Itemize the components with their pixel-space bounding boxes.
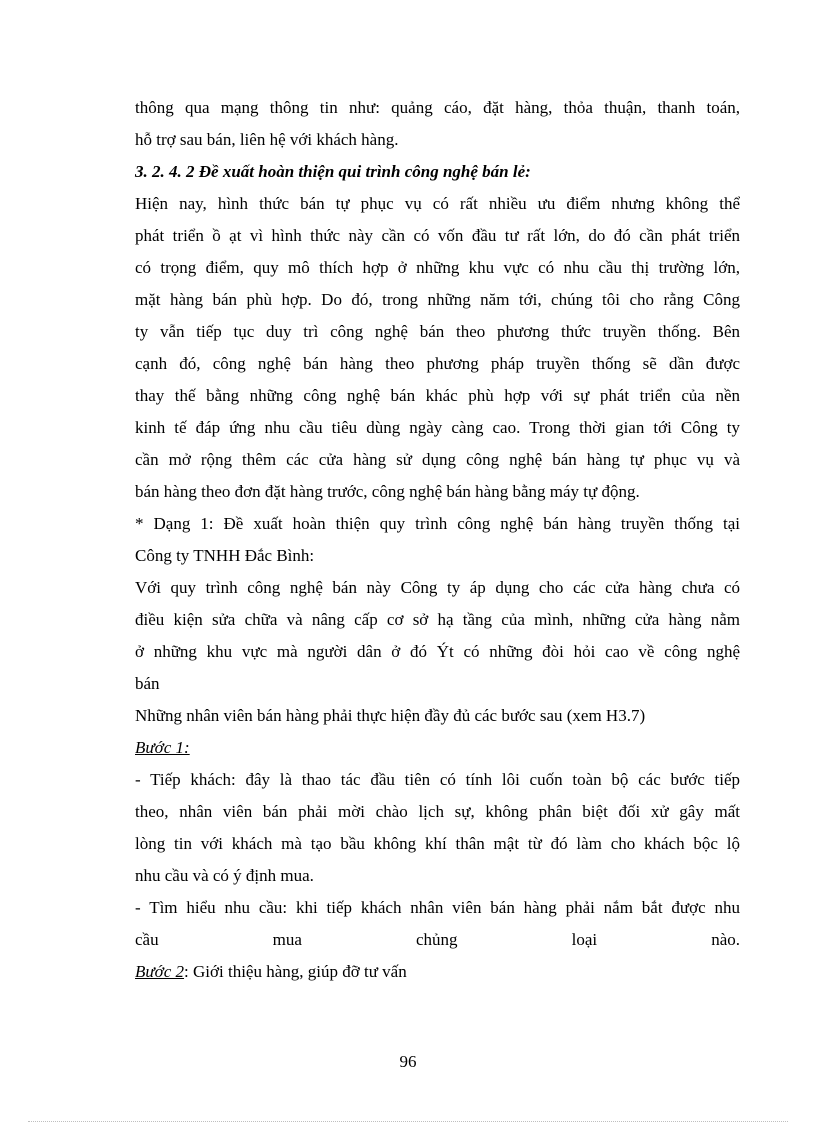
step-1-line: [135, 732, 740, 764]
document-body: [135, 92, 740, 988]
text-line: lòng tin với khách mà tạo bầu không khí thân mật từ đó làm cho khách bộc lộ: [135, 834, 740, 853]
text-lines: [135, 92, 740, 956]
text-line: thông qua mạng thông tin như: quảng cáo, đặt hàng, thỏa thuận, thanh toán,: [135, 98, 740, 117]
step-2-line: [135, 956, 740, 988]
text-line: Những nhân viên bán hàng phải thực hiện đầy đủ các bước sau (xem H3.7): [135, 706, 646, 725]
text-line: điều kiện sửa chữa và nâng cấp cơ sở hạ tầng của mình, những cửa hàng nằm: [135, 610, 740, 629]
text-line: theo, nhân viên bán phải mời chào lịch sự, không phân biệt đối xử gây mất: [135, 802, 740, 821]
text-line: - Tìm hiểu nhu cầu: khi tiếp khách nhân viên bán hàng phải nắm bắt được nhu: [135, 898, 740, 917]
step-1-label: Bước 1:: [135, 738, 190, 757]
step-2-label: Bước 2: [135, 962, 185, 981]
bottom-rule: [28, 1121, 788, 1122]
text-line: ở những khu vực mà người dân ở đó Ýt có những đòi hỏi cao về công nghệ: [135, 642, 740, 661]
text-line: * Dạng 1: Đề xuất hoàn thiện quy trình công nghệ bán hàng truyền thống tại: [135, 514, 740, 533]
text-line: mặt hàng bán phù hợp. Do đó, trong những năm tới, chúng tôi cho rằng Công: [135, 290, 740, 309]
text-line: Hiện nay, hình thức bán tự phục vụ có rất nhiều ưu điểm nhưng không thể: [135, 194, 740, 213]
step-2-text: : Giới thiệu hàng, giúp đỡ tư vấn: [184, 962, 407, 981]
text-line: phát triển ồ ạt vì hình thức này cần có vốn đầu tư rất lớn, do đó cần phát triển: [135, 226, 740, 245]
text-line: Với quy trình công nghệ bán này Công ty áp dụng cho các cửa hàng chưa có: [135, 578, 740, 597]
text-line: - Tiếp khách: đây là thao tác đầu tiên có tính lôi cuốn toàn bộ các bước tiếp: [135, 770, 740, 789]
text-line: bán: [135, 674, 160, 693]
text-line: hỗ trợ sau bán, liên hệ với khách hàng.: [135, 130, 399, 149]
text-line: kinh tế đáp ứng nhu cầu tiêu dùng ngày càng cao. Trong thời gian tới Công ty: [135, 418, 740, 437]
text-line: ty vẫn tiếp tục duy trì công nghệ bán theo phương thức truyền thống. Bên: [135, 322, 740, 341]
text-line: Công ty TNHH Đắc Bình:: [135, 546, 315, 565]
text-line: có trọng điểm, quy mô thích hợp ở những khu vực có nhu cầu thị trường lớn,: [135, 258, 740, 277]
text-line: bán hàng theo đơn đặt hàng trước, công nghệ bán hàng bằng máy tự động.: [135, 482, 640, 501]
section-heading: 3. 2. 4. 2 Đề xuất hoàn thiện qui trình công nghệ bán lẻ:: [135, 162, 531, 181]
page-number: 96: [399, 1052, 417, 1071]
text-line: nhu cầu và có ý định mua.: [135, 866, 314, 885]
text-line: thay thế bằng những công nghệ bán khác phù hợp với sự phát triển của nền: [135, 386, 740, 405]
text-line: cạnh đó, công nghệ bán hàng theo phương pháp truyền thống sẽ dần được: [135, 354, 740, 373]
text-line: cầu mua chủng loại nào.: [135, 930, 740, 949]
text-line: cần mở rộng thêm các cửa hàng sử dụng công nghệ bán hàng tự phục vụ và: [135, 450, 740, 469]
